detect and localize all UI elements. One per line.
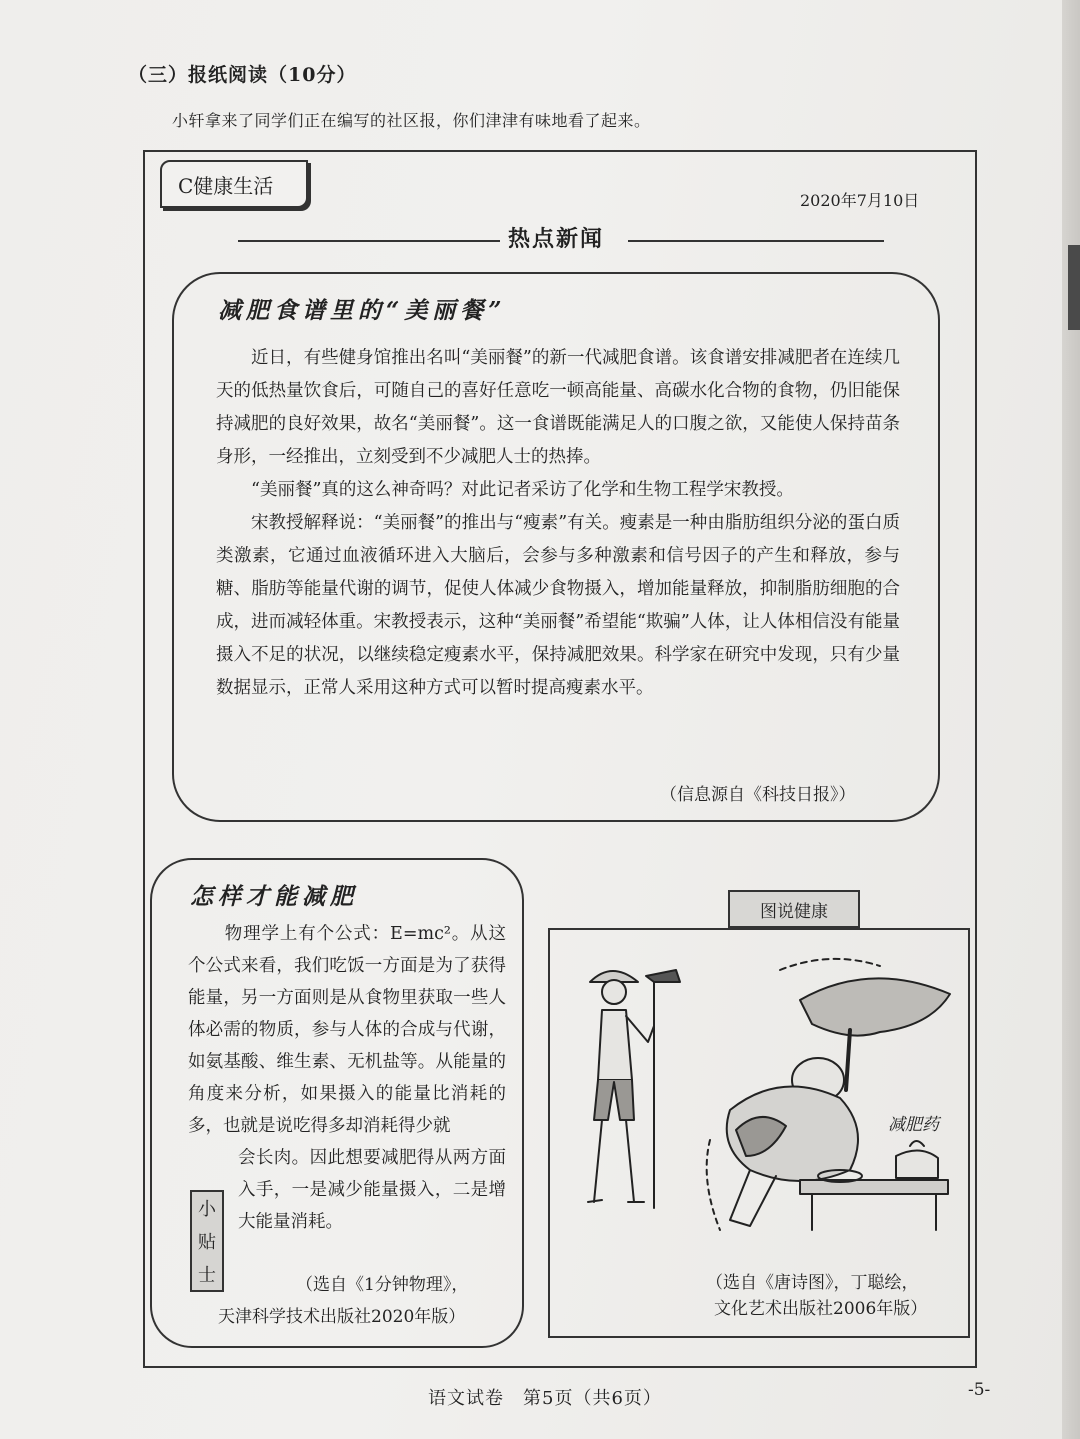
picture-label: 图说健康 [728, 890, 860, 928]
tip-char: 士 [198, 1264, 216, 1286]
article2-title: 怎样才能减肥 [190, 883, 358, 910]
page-edge [1062, 0, 1080, 1439]
intro-text: 小轩拿来了同学们正在编写的社区报，你们津津有味地看了起来。 [172, 111, 651, 130]
hot-news-heading: 热点新闻 [508, 226, 605, 252]
page-footer: 语文试卷 第5页（共6页） [428, 1388, 662, 1409]
article1-paragraph: “美丽餐”真的这么神奇吗？对此记者采访了化学和生物工程学宋教授。 [251, 480, 794, 500]
article2-text-tail: 会长肉。因此想要减肥得从两方面入手，一是减少能量摄入，二是增大能量消耗。 [238, 1148, 506, 1232]
section-title: （三）报纸阅读（10分） [128, 64, 357, 86]
article2-body [188, 918, 506, 1238]
tip-char: 小 [198, 1199, 216, 1221]
article1-title: 减肥食谱里的“美丽餐” [218, 297, 507, 324]
picture-source-line2: 文化艺术出版社2006年版） [714, 1299, 928, 1319]
binder-tab [1068, 245, 1080, 330]
article2-source-line2: 天津科学技术出版社2020年版） [218, 1307, 466, 1327]
article2-text: 物理学上有个公式：E=mc²。从这个公式来看，我们吃饭一方面是为了获得能量，另一方面则是从食物里获取一些人体必需的物质，参与人体的合成与代谢，如氨基酸、维生素、无机盐等。从能量的角度来分析，如果摄入的能量比消耗的多，也就是说吃得多却消耗得少就 [188, 924, 506, 1136]
article1-paragraph: 近日，有些健身馆推出名叫“美丽餐”的新一代减肥食谱。该食谱安排减肥者在连续几天的低热量饮食后，可随自己的喜好任意吃一顿高能量、高碳水化合物的食物，仍旧能保持减肥的良好效果，故名“美丽餐”。这一食谱既能满足人的口腹之欲，又能使人保持苗条身形，一经推出，立刻受到不少减肥人士的热捧。 [216, 348, 900, 467]
tip-badge [190, 1190, 224, 1292]
article2-source-line1: （选自《1分钟物理》， [296, 1275, 469, 1295]
cartoon-caption: 减肥药 [888, 1115, 939, 1135]
picture-source-line1: （选自《唐诗图》，丁聪绘， [706, 1273, 919, 1293]
hot-news-rule-right [628, 240, 884, 242]
tip-char: 贴 [198, 1231, 216, 1253]
column-badge: C健康生活 [160, 160, 308, 208]
article1-body [216, 342, 900, 705]
article1-paragraph: 宋教授解释说：“美丽餐”的推出与“瘦素”有关。瘦素是一种由脂肪组织分泌的蛋白质类激素，它通过血液循环进入大脑后，会参与多种激素和信号因子的产生和释放，参与糖、脂肪等能量代谢的调节，促使人体减少食物摄入，增加能量释放，抑制脂肪细胞的合成，进而减轻体重。宋教授表示，这种“美丽餐”希望能“欺骗”人体，让人体相信没有能量摄入不足的状况，以继续稳定瘦素水平，保持减肥效果。科学家在研究中发现，只有少量数据显示，正常人采用这种方式可以暂时提高瘦素水平。 [216, 513, 900, 698]
issue-date: 2020年7月10日 [800, 191, 920, 210]
article1-source: （信息源自《科技日报》） [660, 785, 856, 805]
page-number: -5- [968, 1380, 991, 1400]
hot-news-rule-left [238, 240, 500, 242]
